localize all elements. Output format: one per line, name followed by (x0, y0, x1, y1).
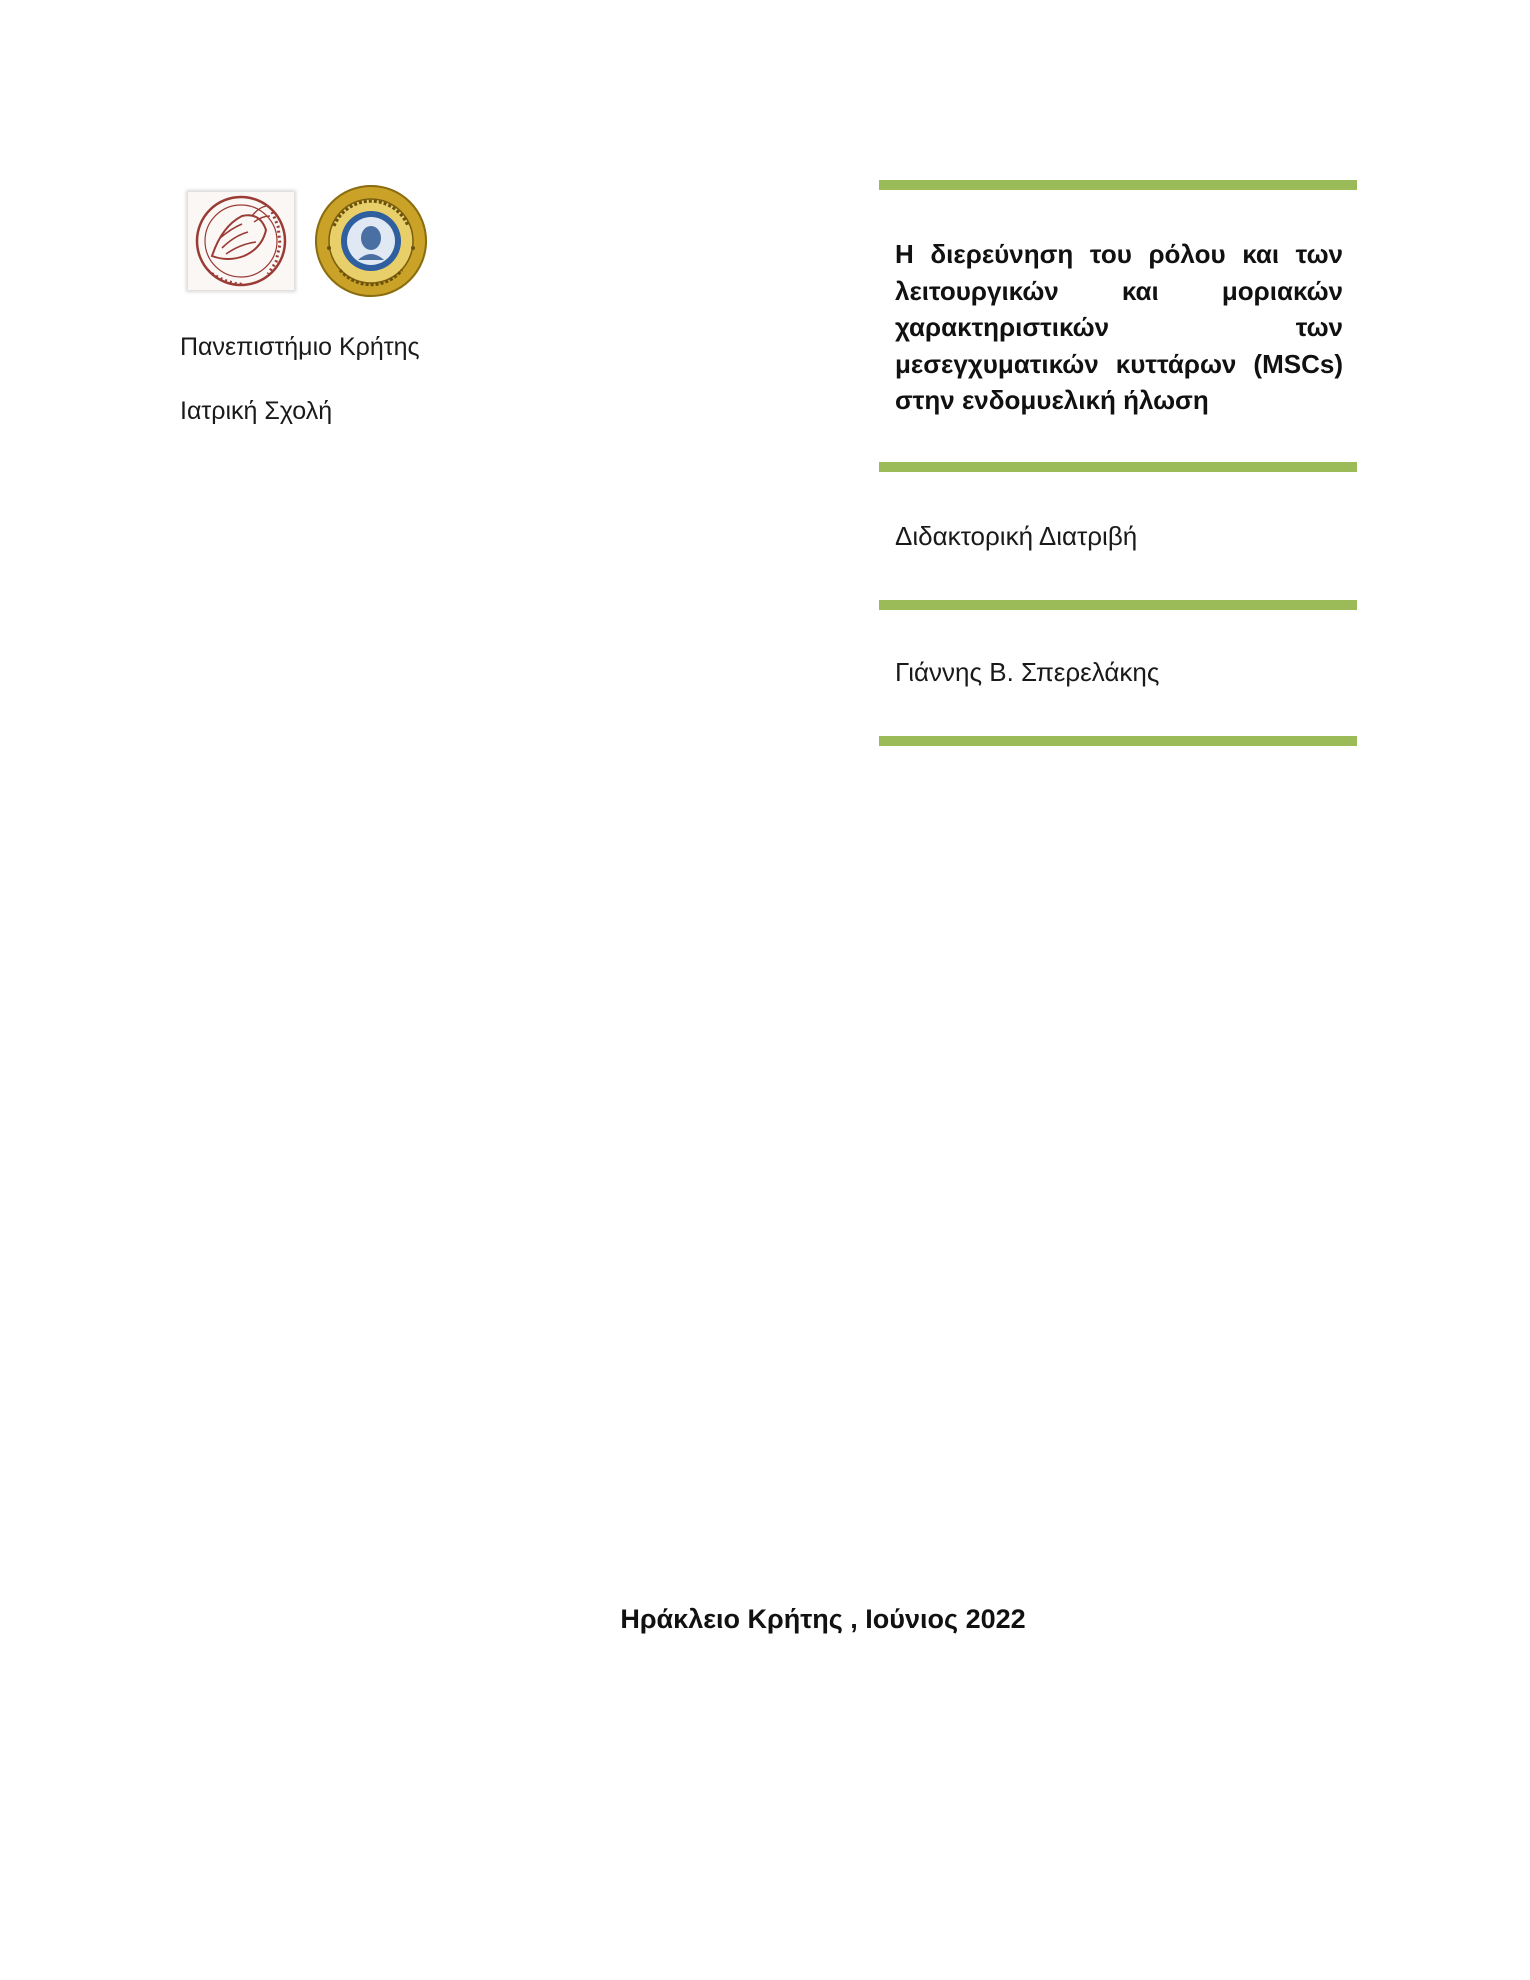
university-seal-icon (182, 186, 300, 296)
divider-rule (879, 462, 1357, 472)
author-name: Γιάννης Β. Σπερελάκης (895, 657, 1160, 687)
place-date: Ηράκλειο Κρήτης , Ιούνιος 2022 (620, 1604, 1026, 1634)
logos (182, 182, 432, 300)
divider-rule (879, 180, 1357, 190)
title-line: λειτουργικών και μοριακών (895, 275, 1343, 306)
school-name: Ιατρική Σχολή (180, 397, 333, 425)
university-name: Πανεπιστήμιο Κρήτης (180, 333, 420, 361)
title-line: χαρακτηριστικών των (895, 312, 1343, 342)
divider-rule (879, 736, 1357, 746)
medical-school-seal-icon (312, 182, 430, 300)
title-line: Η διερεύνηση του ρόλου και των (895, 239, 1343, 269)
title-line: μεσεγχυματικών κυττάρων (MSCs) (895, 348, 1343, 379)
thesis-title (895, 236, 1343, 419)
title-line: στην ενδομυελική ήλωση (895, 385, 1209, 415)
thesis-type: Διδακτορική Διατριβή (895, 521, 1138, 551)
divider-rule (879, 600, 1357, 610)
